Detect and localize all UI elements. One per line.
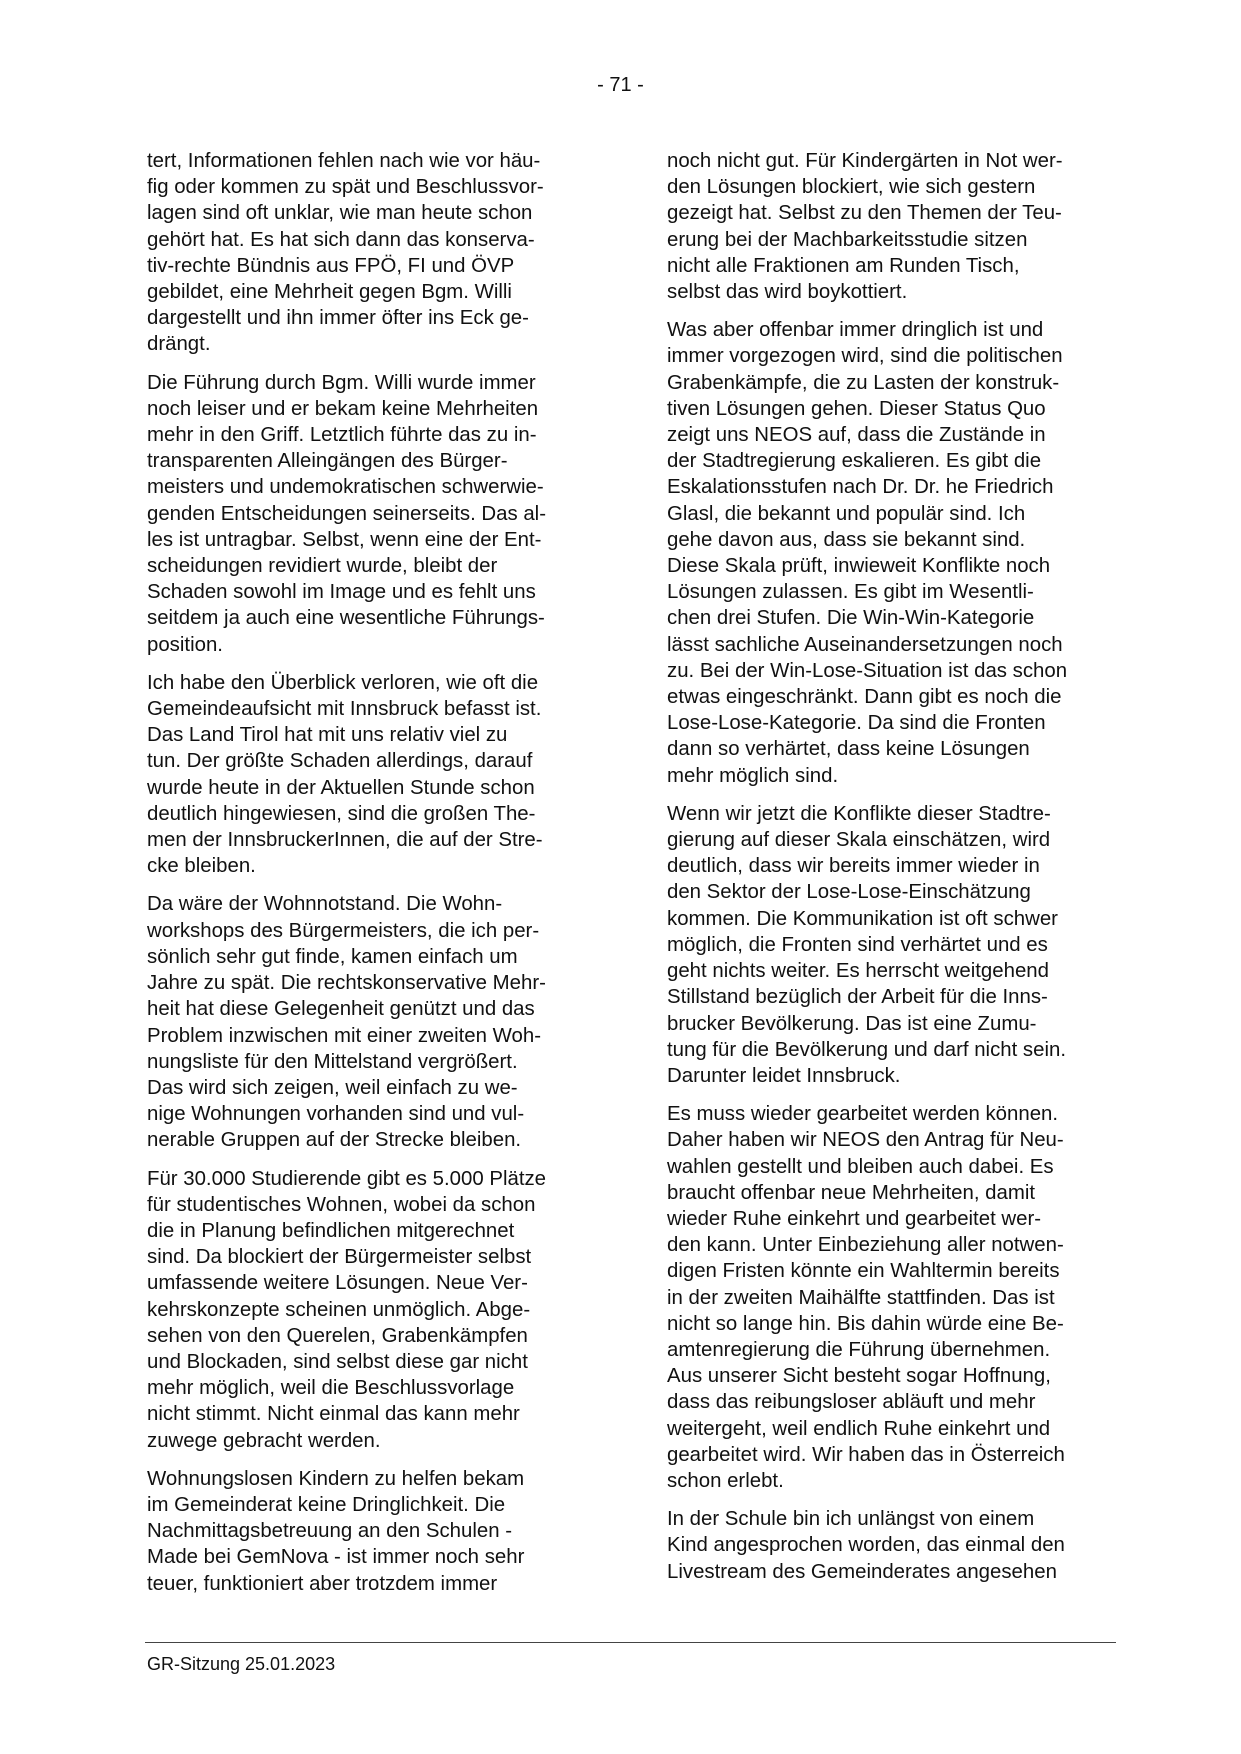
paragraph: noch nicht gut. Für Kindergärten in Not wer- den Lösungen blockiert, wie sich gestern gezeigt hat. Selbst zu den Themen der Teu- erung bei der Machbarkeitsstudie sitzen nicht alle Fraktionen am Runden Tisch, selbst das wird boykottiert. — [667, 150, 1063, 304]
paragraph: In der Schule bin ich unlängst von einem Kind angesprochen worden, das einmal den Livestream des Gemeinderates angesehen — [667, 1508, 1065, 1583]
paragraph: Da wäre der Wohnnotstand. Die Wohn- workshops des Bürgermeisters, die ich per- sönlich sehr gut finde, kamen einfach um Jahre zu spät. Die rechtskonservative Mehr- heit hat diese Gelegenheit genützt und das Problem inzwischen mit einer zweiten Woh- nungsliste für den Mittelstand vergrößert. Das wird sich zeigen, weil einfach zu we- nige Wohnungen vorhanden sind und vul- nerable Gruppen auf der Strecke bleiben. — [147, 893, 546, 1152]
paragraph: Es muss wieder gearbeitet werden können. Daher haben wir NEOS den Antrag für Neu- wahlen gestellt und bleiben auch dabei. Es braucht offenbar neue Mehrheiten, damit wieder Ruhe einkehrt und gearbeitet wer- den kann. Unter Einbeziehung aller notwen- digen Fristen könnte ein Wahltermin bereits in der zweiten Maihälfte stattfinden. Das ist nicht so lange hin. Bis dahin würde eine Be- amtenregierung die Führung übernehmen. Aus unserer Sicht besteht sogar Hoffnung, dass das reibungsloser abläuft und mehr weitergeht, weil endlich Ruhe einkehrt und gearbeitet wird. Wir haben das in Österreich schon erlebt. — [667, 1103, 1065, 1492]
right-column — [667, 148, 1115, 1597]
footer-divider — [145, 1642, 1116, 1643]
page-number: - 71 - — [597, 74, 644, 96]
paragraph: Ich habe den Überblick verloren, wie oft die Gemeindeaufsicht mit Innsbruck befasst ist. Das Land Tirol hat mit uns relativ viel zu tun. Der größte Schaden allerdings, darauf wurde heute in der Aktuellen Stunde schon deutlich hingewiesen, sind die großen The- men der InnsbruckerInnen, die auf der Stre- cke bleiben. — [147, 671, 543, 878]
paragraph: Was aber offenbar immer dringlich ist und immer vorgezogen wird, sind die politischen Grabenkämpfe, die zu Lasten der konstruk- tiven Lösungen gehen. Dieser Status Quo zeigt uns NEOS auf, dass die Zustände in der Stadtregierung eskalieren. Es gibt die Eskalationsstufen nach Dr. Dr. he Friedrich Glasl, die bekannt und populär sind. Ich gehe davon aus, dass sie bekannt sind. Diese Skala prüft, inwieweit Konflikte noch Lösungen zulassen. Es gibt im Wesentli- chen drei Stufen. Die Win-Win-Kategorie lässt sachliche Auseinandersetzungen noch zu. Bei der Win-Lose-Situation ist das schon etwas eingeschränkt. Dann gibt es noch die Lose-Lose-Kategorie. Da sind die Fronten dann so verhärtet, dass keine Lösungen mehr möglich sind. — [667, 319, 1068, 787]
paragraph: Wenn wir jetzt die Konflikte dieser Stadtre- gierung auf dieser Skala einschätzen, wird deutlich, dass wir bereits immer wieder in den Sektor der Lose-Lose-Einschätzung kommen. Die Kommunikation ist oft schwer möglich, die Fronten sind verhärtet und es geht nichts weiter. Es herrscht weitgehend Stillstand bezüglich der Arbeit für die Inns- brucker Bevölkerung. Das ist eine Zumu- tung für die Bevölkerung und darf nicht sein. Darunter leidet Innsbruck. — [667, 802, 1067, 1087]
paragraph: Die Führung durch Bgm. Willi wurde immer noch leiser und er bekam keine Mehrheiten mehr in den Griff. Letztlich führte das zu in- transparenten Alleingängen des Bürger- meisters und undemokratischen schwerwie- genden Entscheidungen seinerseits. Das al- les ist untragbar. Selbst, wenn eine der Ent- scheidungen revidiert wurde, bleibt der Schaden sowohl im Image und es fehlt uns seitdem ja auch eine wesentliche Führungs- position. — [147, 371, 547, 656]
footer-session-date: GR-Sitzung 25.01.2023 — [147, 1654, 336, 1674]
paragraph: Für 30.000 Studierende gibt es 5.000 Plätze für studentisches Wohnen, wobei da schon die in Planung befindlichen mitgerechnet sind. Da blockiert der Bürgermeister selbst umfassende weitere Lösungen. Neue Ver- kehrskonzepte scheinen unmöglich. Abge- sehen von den Querelen, Grabenkämpfen und Blockaden, sind selbst diese gar nicht mehr möglich, weil die Beschlussvorlage nicht stimmt. Nicht einmal das kann mehr zuwege gebracht werden. — [147, 1167, 547, 1452]
left-column — [147, 148, 595, 1609]
paragraph: tert, Informationen fehlen nach wie vor häu- fig oder kommen zu spät und Beschlussvor- lagen sind oft unklar, wie man heute schon gehört hat. Es hat sich dann das konserva- tiv-rechte Bündnis aus FPÖ, FI und ÖVP gebildet, eine Mehrheit gegen Bgm. Willi dargestellt und ihn immer öfter ins Eck ge- drängt. — [147, 150, 544, 356]
paragraph: Wohnungslosen Kindern zu helfen bekam im Gemeinderat keine Dringlichkeit. Die Nachmittagsbetreuung an den Schulen - Made bei GemNova - ist immer noch sehr teuer, funktioniert aber trotzdem immer — [147, 1467, 525, 1595]
